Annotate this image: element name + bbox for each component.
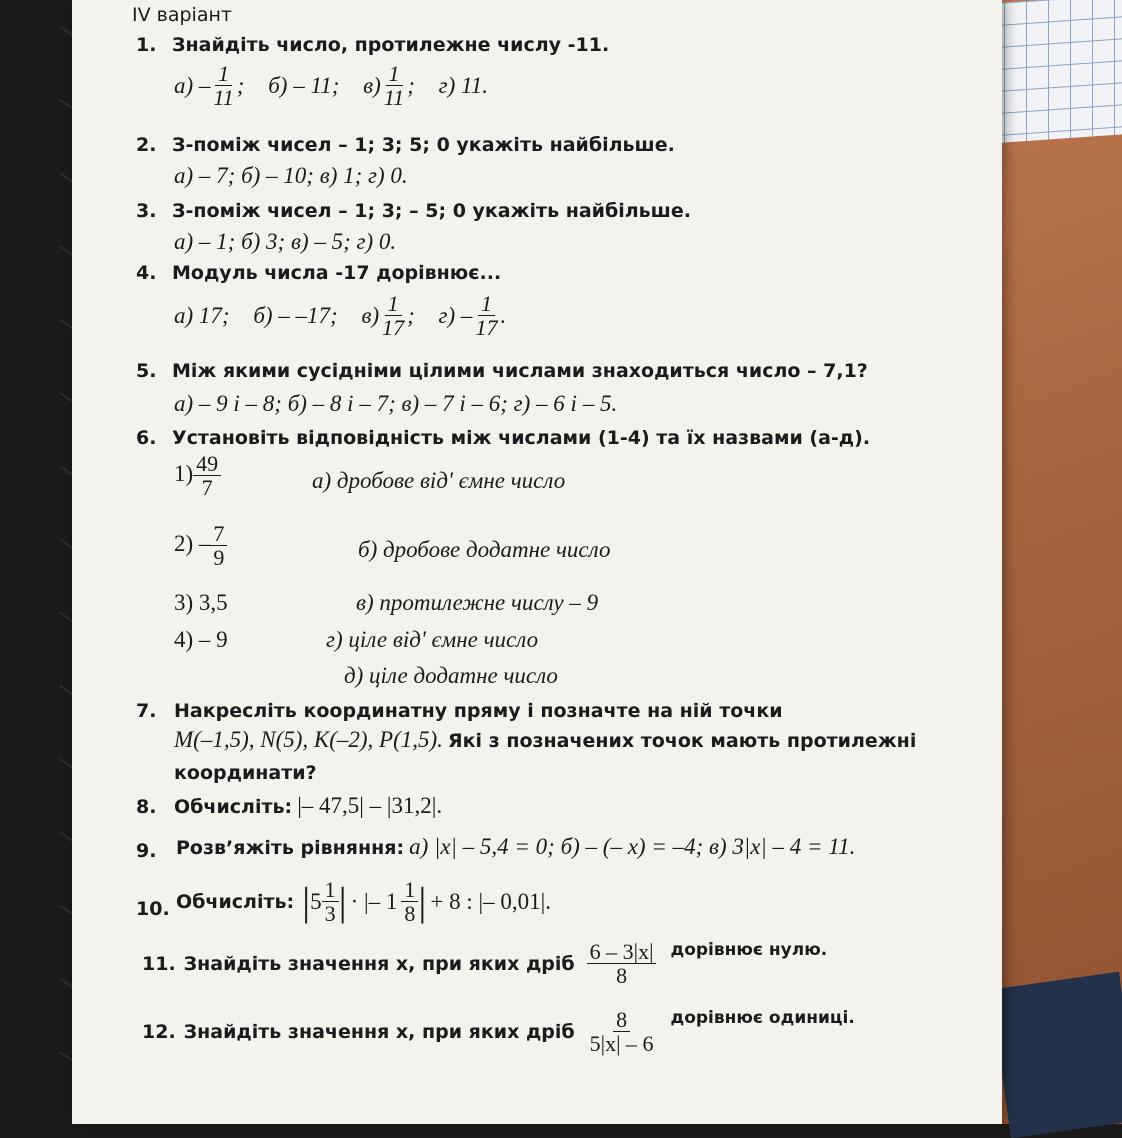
q1-number: 1. — [136, 34, 157, 56]
q2-options: а) – 7; б) – 10; в) 1; г) 0. — [174, 163, 408, 188]
q1-a-fraction: $\frac{1}{11}$ — [213, 61, 234, 111]
q11-fraction: $\frac{6 - 3|x|}{8}$ — [587, 940, 657, 987]
q8-number: 8. — [136, 796, 157, 818]
q4-number: 4. — [136, 262, 157, 284]
q4-options: а) 17; б) – –17; в) $\frac{1}{17}$ ; г) – $\frac{1}{17}$ . — [174, 291, 507, 341]
q6-item-3: 3) 3,5 — [174, 590, 228, 615]
variant-title: IV варіант — [132, 4, 232, 26]
q2-number: 2. — [136, 134, 157, 156]
q3-text: З-поміж чисел – 1; 3; – 5; 0 укажіть найбільше. — [172, 200, 691, 222]
q8-expression: |– 47,5| – |31,2|. — [297, 793, 443, 818]
q7-line3: координати? — [174, 762, 317, 784]
q11-line: 11. Знайдіть значення x, при яких дріб $\frac{6 - 3|x|}{8}$ дорівнює нулю. — [142, 939, 828, 989]
q3-options: а) – 1; б) 3; в) – 5; г) 0. — [174, 229, 397, 254]
q4-d-fraction: $\frac{1}{17}$ — [475, 291, 498, 341]
q4-text: Модуль числа -17 дорівнює... — [172, 262, 502, 284]
q3-number: 3. — [136, 200, 157, 222]
q4-c-fraction: $\frac{1}{17}$ — [382, 291, 405, 341]
q6-answer-e: д) ціле додатне число — [344, 663, 558, 688]
q9-expression: а) |x| – 5,4 = 0; б) – (– x) = –4; в) 3|x| – 4 = 11. — [409, 834, 856, 859]
q1-c-fraction: $\frac{1}{11}$ — [383, 61, 405, 111]
q6-item-1: 1) $\frac{49}{7}$ — [174, 452, 221, 499]
q6-item-2: 2) – $\frac{7}{9}$ — [174, 522, 227, 569]
dark-book-corner — [990, 972, 1122, 1138]
q5-text: Між якими сусідніми цілими числами знаходиться число – 7,1? — [172, 360, 868, 382]
q6-answer-a: а) дробове від' ємне число — [312, 468, 566, 493]
q6-text: Установіть відповідність між числами (1-4) та їх назвами (а-д). — [172, 427, 871, 449]
q7-line1: Накресліть координатну пряму і позначте на ній точки — [174, 700, 783, 722]
q5-number: 5. — [136, 360, 157, 382]
q9-line: Розв’яжіть рівняння: а) |x| – 5,4 = 0; б) – (– x) = –4; в) 3|x| – 4 = 11. — [176, 834, 856, 859]
q1-options: а) – $\frac{1}{11}$ ; б) – 11; в) $\frac{1}{11}$ ; г) 11. — [174, 61, 489, 111]
q7-points: M(–1,5), N(5), K(–2), P(1,5). — [174, 727, 443, 752]
q6-answer-d: г) ціле від' ємне число — [326, 627, 539, 652]
q2-text: З-поміж чисел – 1; 3; 5; 0 укажіть найбільше. — [172, 134, 675, 156]
q1-text: Знайдіть число, протилежне числу -11. — [172, 34, 610, 56]
q10-line: Обчисліть: | 5 $\frac{1}{3}$ | · |– 1 $\frac{1}{8}$ | + 8 : |– 0,01|. — [176, 877, 551, 927]
q10-number: 10. — [136, 898, 170, 920]
q12-line: 12. Знайдіть значення x, при яких дріб $\frac{8}{5|x| - 6}$ дорівнює одиниці. — [142, 1007, 855, 1057]
worksheet — [72, 0, 1002, 1124]
q8-line: Обчисліть: |– 47,5| – |31,2|. — [174, 793, 443, 818]
q9-number: 9. — [136, 840, 157, 862]
q6-number: 6. — [136, 427, 157, 449]
q5-options: а) – 9 і – 8; б) – 8 і – 7; в) – 7 і – 6; г) – 6 і – 5. — [174, 391, 618, 416]
q7-line2-text: Які з позначених точок мають протилежні — [448, 730, 917, 752]
q7-number: 7. — [136, 700, 157, 722]
q6-answer-c: в) протилежне числу – 9 — [356, 590, 599, 615]
q6-answer-b: б) дробове додатне число — [358, 537, 611, 562]
q7-line2 — [174, 727, 916, 753]
q6-item-4: 4) – 9 — [174, 627, 228, 652]
q12-fraction: $\frac{8}{5|x| - 6}$ — [589, 1007, 654, 1057]
